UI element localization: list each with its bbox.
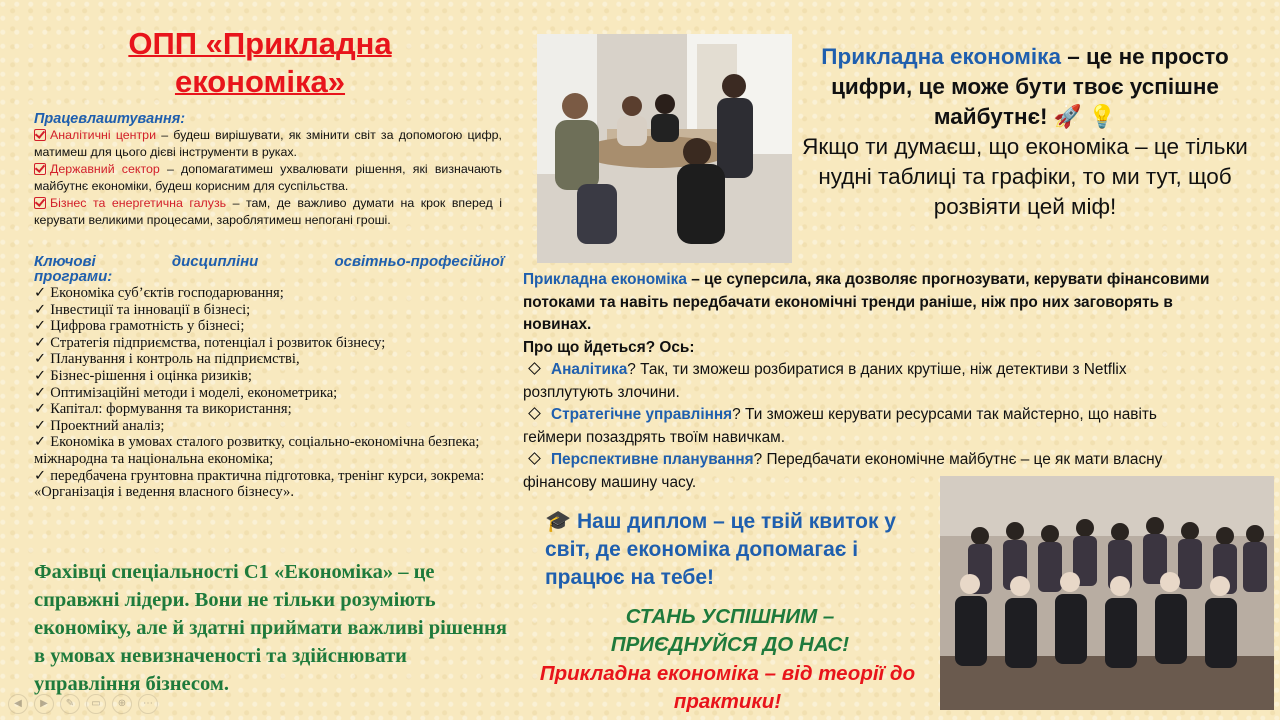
checkbox-icon bbox=[34, 163, 46, 175]
discipline-item bbox=[34, 335, 504, 352]
checkmark-icon: ✓ bbox=[34, 285, 47, 301]
superpower-item-text: ? Передбачати економічне майбутнє – це як мати власну фінансову машину часу. bbox=[523, 451, 1163, 491]
discipline-item bbox=[34, 385, 504, 402]
employment-item bbox=[34, 161, 502, 195]
checkmark-icon: ✓ bbox=[34, 434, 47, 451]
discipline-text: Оптимізаційні методи і моделі, економетрика; bbox=[50, 384, 338, 401]
discipline-item bbox=[34, 368, 504, 385]
superpower-item-text: ? Ти зможеш керувати ресурсами так майстерно, що навіть геймери позаздрять твоїм навичкам. bbox=[523, 406, 1157, 446]
checkmark-icon: ✓ bbox=[34, 351, 47, 368]
discipline-text: Економіка в умовах сталого розвитку, соціально-економічна безпека; міжнародна та національна економіка; bbox=[34, 434, 480, 467]
discipline-item bbox=[34, 285, 504, 302]
intro-text bbox=[795, 42, 1255, 222]
discipline-text: Планування і контроль на підприємстві, bbox=[50, 351, 300, 368]
disciplines-section bbox=[34, 255, 504, 501]
diamond-bullet-icon bbox=[528, 362, 541, 375]
checkmark-icon: ✓ bbox=[34, 417, 47, 434]
superpower-item bbox=[523, 404, 1213, 449]
checkmark-icon: ✓ bbox=[34, 384, 47, 401]
superpower-highlight: Прикладна економіка bbox=[523, 271, 687, 288]
employment-item-text: – будеш вирішувати, як змінити світ за допомогою цифр, матимеш для цього дієві інструменти в руках. bbox=[34, 128, 502, 159]
prev-slide-icon[interactable]: ◀ bbox=[8, 694, 28, 714]
employment-heading: Працевлаштування: bbox=[34, 111, 186, 127]
diamond-bullet-icon bbox=[528, 452, 541, 465]
employment-item-label: Державний сектор bbox=[50, 162, 160, 176]
checkmark-icon: ✓ bbox=[34, 367, 47, 384]
diamond-bullet-icon bbox=[528, 407, 541, 420]
superpower-term: Перспективне планування bbox=[551, 451, 754, 468]
discipline-text: Економіка суб’єктів господарювання; bbox=[50, 285, 284, 301]
intro-highlight: Прикладна економіка bbox=[821, 44, 1061, 69]
employment-item bbox=[34, 127, 502, 161]
discipline-text: Стратегія підприємства, потенціал і розвиток бізнесу; bbox=[50, 334, 386, 351]
employment-item-label: Бізнес та енергетична галузь bbox=[50, 196, 227, 210]
discipline-item bbox=[34, 401, 504, 418]
disciplines-heading-cont: програми: bbox=[34, 268, 113, 285]
discipline-item bbox=[34, 302, 504, 319]
employment-item-text: – там, де важливо думати на крок вперед і керувати великими процесами, зароблятимеш непогані гроші. bbox=[34, 196, 502, 227]
discipline-text: Бізнес-рішення і оцінка ризиків; bbox=[50, 367, 252, 384]
superpower-bold: – це суперсила, яка дозволяє прогнозувати, керувати фінансовими потоками та навіть передбачати економічні тренди раніше, ніж про них заговорять в новинах. bbox=[523, 271, 1210, 333]
discipline-item bbox=[34, 468, 504, 501]
checkmark-icon: ✓ bbox=[34, 301, 47, 318]
superpower-item-text: ? Так, ти зможеш розбиратися в даних крутіше, ніж детективи з Netflix розплутують злочини. bbox=[523, 361, 1127, 401]
menu-icon[interactable]: ▭ bbox=[86, 694, 106, 714]
checkbox-icon bbox=[34, 129, 46, 141]
intro-bold: – це не просто цифри, це може бути твоє успішне майбутнє! 🚀 💡 bbox=[831, 44, 1229, 129]
discipline-item bbox=[34, 418, 504, 435]
discipline-item bbox=[34, 318, 504, 335]
employment-item-label: Аналітичні центри bbox=[50, 128, 156, 142]
more-icon[interactable]: ⋯ bbox=[138, 694, 158, 714]
discipline-text: Проектний аналіз; bbox=[50, 417, 165, 434]
specialists-paragraph: Фахівці спеціальності С1 «Економіка» – це справжні лідери. Вони не тільки розуміють економіку, але й здатні приймати важливі рішення в умовах невизначеності та здійснювати управління бізнесом. bbox=[34, 561, 507, 695]
superpower-term: Стратегічне управління bbox=[551, 406, 733, 423]
superpower-item bbox=[523, 359, 1213, 404]
employment-item bbox=[34, 195, 502, 229]
checkmark-icon: ✓ bbox=[34, 401, 47, 418]
disciplines-heading: Ключові дисципліни освітньо-професійної bbox=[34, 253, 504, 270]
slide-nav bbox=[8, 694, 158, 714]
zoom-icon[interactable]: ⊕ bbox=[112, 694, 132, 714]
checkmark-icon: ✓ bbox=[34, 318, 47, 335]
superpower-section bbox=[523, 269, 1213, 494]
intro-plain: Якщо ти думаєш, що економіка – це тільки нудні таблиці та графіки, то ми тут, щоб розвіяти цей міф! bbox=[802, 134, 1248, 219]
discipline-text: передбачена грунтовна практична підготовка, тренінг курси, зокрема: «Організація і ведення власного бізнесу». bbox=[34, 467, 485, 501]
pen-icon[interactable]: ✎ bbox=[60, 694, 80, 714]
superpower-question: Про що йдеться? Ось: bbox=[523, 338, 695, 356]
checkmark-icon: ✓ bbox=[34, 467, 47, 484]
next-slide-icon[interactable]: ▶ bbox=[34, 694, 54, 714]
checkmark-icon: ✓ bbox=[34, 334, 47, 351]
page-title: ОПП «Прикладна економіка» bbox=[128, 26, 392, 99]
cta-slogan: Прикладна економіка – від теорії до практики! bbox=[539, 662, 916, 713]
disciplines-list bbox=[34, 285, 504, 501]
cta-join: СТАНЬ УСПІШНИМ – ПРИЄДНУЙСЯ ДО НАС! bbox=[610, 605, 850, 656]
employment-item-text: – допомагатимеш ухвалювати рішення, які визначають майбутнє економіки, будеш корисним для суспільства. bbox=[34, 162, 502, 193]
checkbox-icon bbox=[34, 197, 46, 209]
discipline-text: Капітал: формування та використання; bbox=[50, 401, 292, 418]
discipline-item bbox=[34, 434, 504, 467]
discipline-text: Цифрова грамотність у бізнесі; bbox=[50, 318, 245, 335]
students-meeting-photo bbox=[537, 34, 792, 263]
discipline-item bbox=[34, 351, 504, 368]
discipline-text: Інвестиції та інновації в бізнесі; bbox=[50, 301, 251, 318]
group-photo bbox=[940, 476, 1274, 710]
diploma-text: 🎓 Наш диплом – це твій квиток у світ, де економіка допомагає і працює на тебе! bbox=[545, 510, 896, 589]
employment-section bbox=[34, 112, 502, 229]
superpower-term: Аналітика bbox=[551, 361, 628, 378]
